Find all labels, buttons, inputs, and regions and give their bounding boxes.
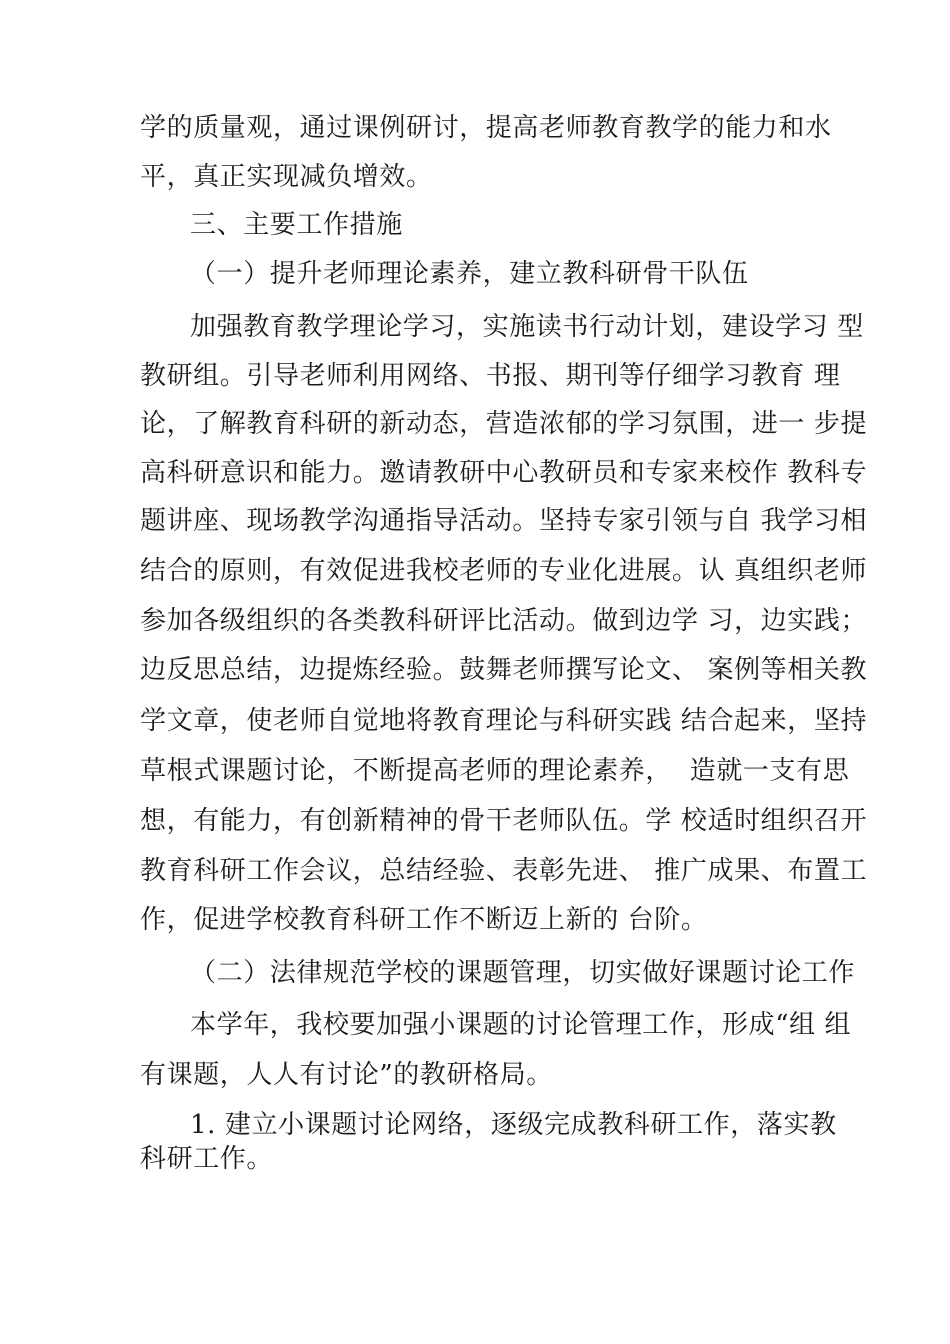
subsection-heading: （一）提升老师理论素养，建立教科研骨干队伍 — [190, 259, 749, 289]
list-item-continuation: 科研工作。 — [140, 1144, 274, 1174]
subsection-heading: （二）法律规范学校的课题管理，切实做好课题讨论工作 — [190, 958, 856, 988]
paragraph-line: 有课题，人人有讨论”的教研格局。 — [140, 1060, 553, 1090]
section-heading: 三、主要工作措施 — [190, 210, 403, 240]
paragraph-line: 高科研意识和能力。邀请教研中心教研员和专家来校作 教科专 — [140, 458, 868, 488]
paragraph-line: 学的质量观，通过课例研讨，提高老师教育教学的能力和水 — [140, 113, 832, 143]
paragraph-line: 教研组。引导老师利用网络、书报、期刊等仔细学习教育 理 — [140, 361, 841, 391]
list-item: 1. 建立小课题讨论网络，逐级完成教科研工作，落实教 — [190, 1110, 837, 1140]
paragraph-line: 作，促进学校教育科研工作不断迈上新的 台阶。 — [140, 905, 708, 935]
paragraph-line: 参加各级组织的各类教科研评比活动。做到边学 习，边实践； — [140, 606, 868, 636]
paragraph-line: 题讲座、现场教学沟通指导活动。坚持专家引领与自 我学习相 — [140, 506, 868, 536]
paragraph-line: 平，真正实现减负增效。 — [140, 162, 433, 192]
paragraph-line: 草根式课题讨论，不断提高老师的理论素养， 造就一支有思 — [140, 756, 850, 786]
paragraph-line: 教育科研工作会议，总结经验、表彰先进、 推广成果、布置工 — [140, 856, 868, 886]
paragraph-line: 学文章，使老师自觉地将教育理论与科研实践 结合起来，坚持 — [140, 706, 868, 736]
paragraph-line: 加强教育教学理论学习，实施读书行动计划，建设学习 型 — [190, 312, 864, 342]
paragraph-line: 论，了解教育科研的新动态，营造浓郁的学习氛围，进一 步提 — [140, 409, 868, 439]
paragraph-line: 想，有能力，有创新精神的骨干老师队伍。学 校适时组织召开 — [140, 806, 868, 836]
paragraph-line: 边反思总结，边提炼经验。鼓舞老师撰写论文、 案例等相关教 — [140, 655, 868, 685]
paragraph-line: 结合的原则，有效促进我校老师的专业化进展。认 真组织老师 — [140, 556, 868, 586]
paragraph-line: 本学年，我校要加强小课题的讨论管理工作，形成“组 组 — [190, 1010, 852, 1040]
